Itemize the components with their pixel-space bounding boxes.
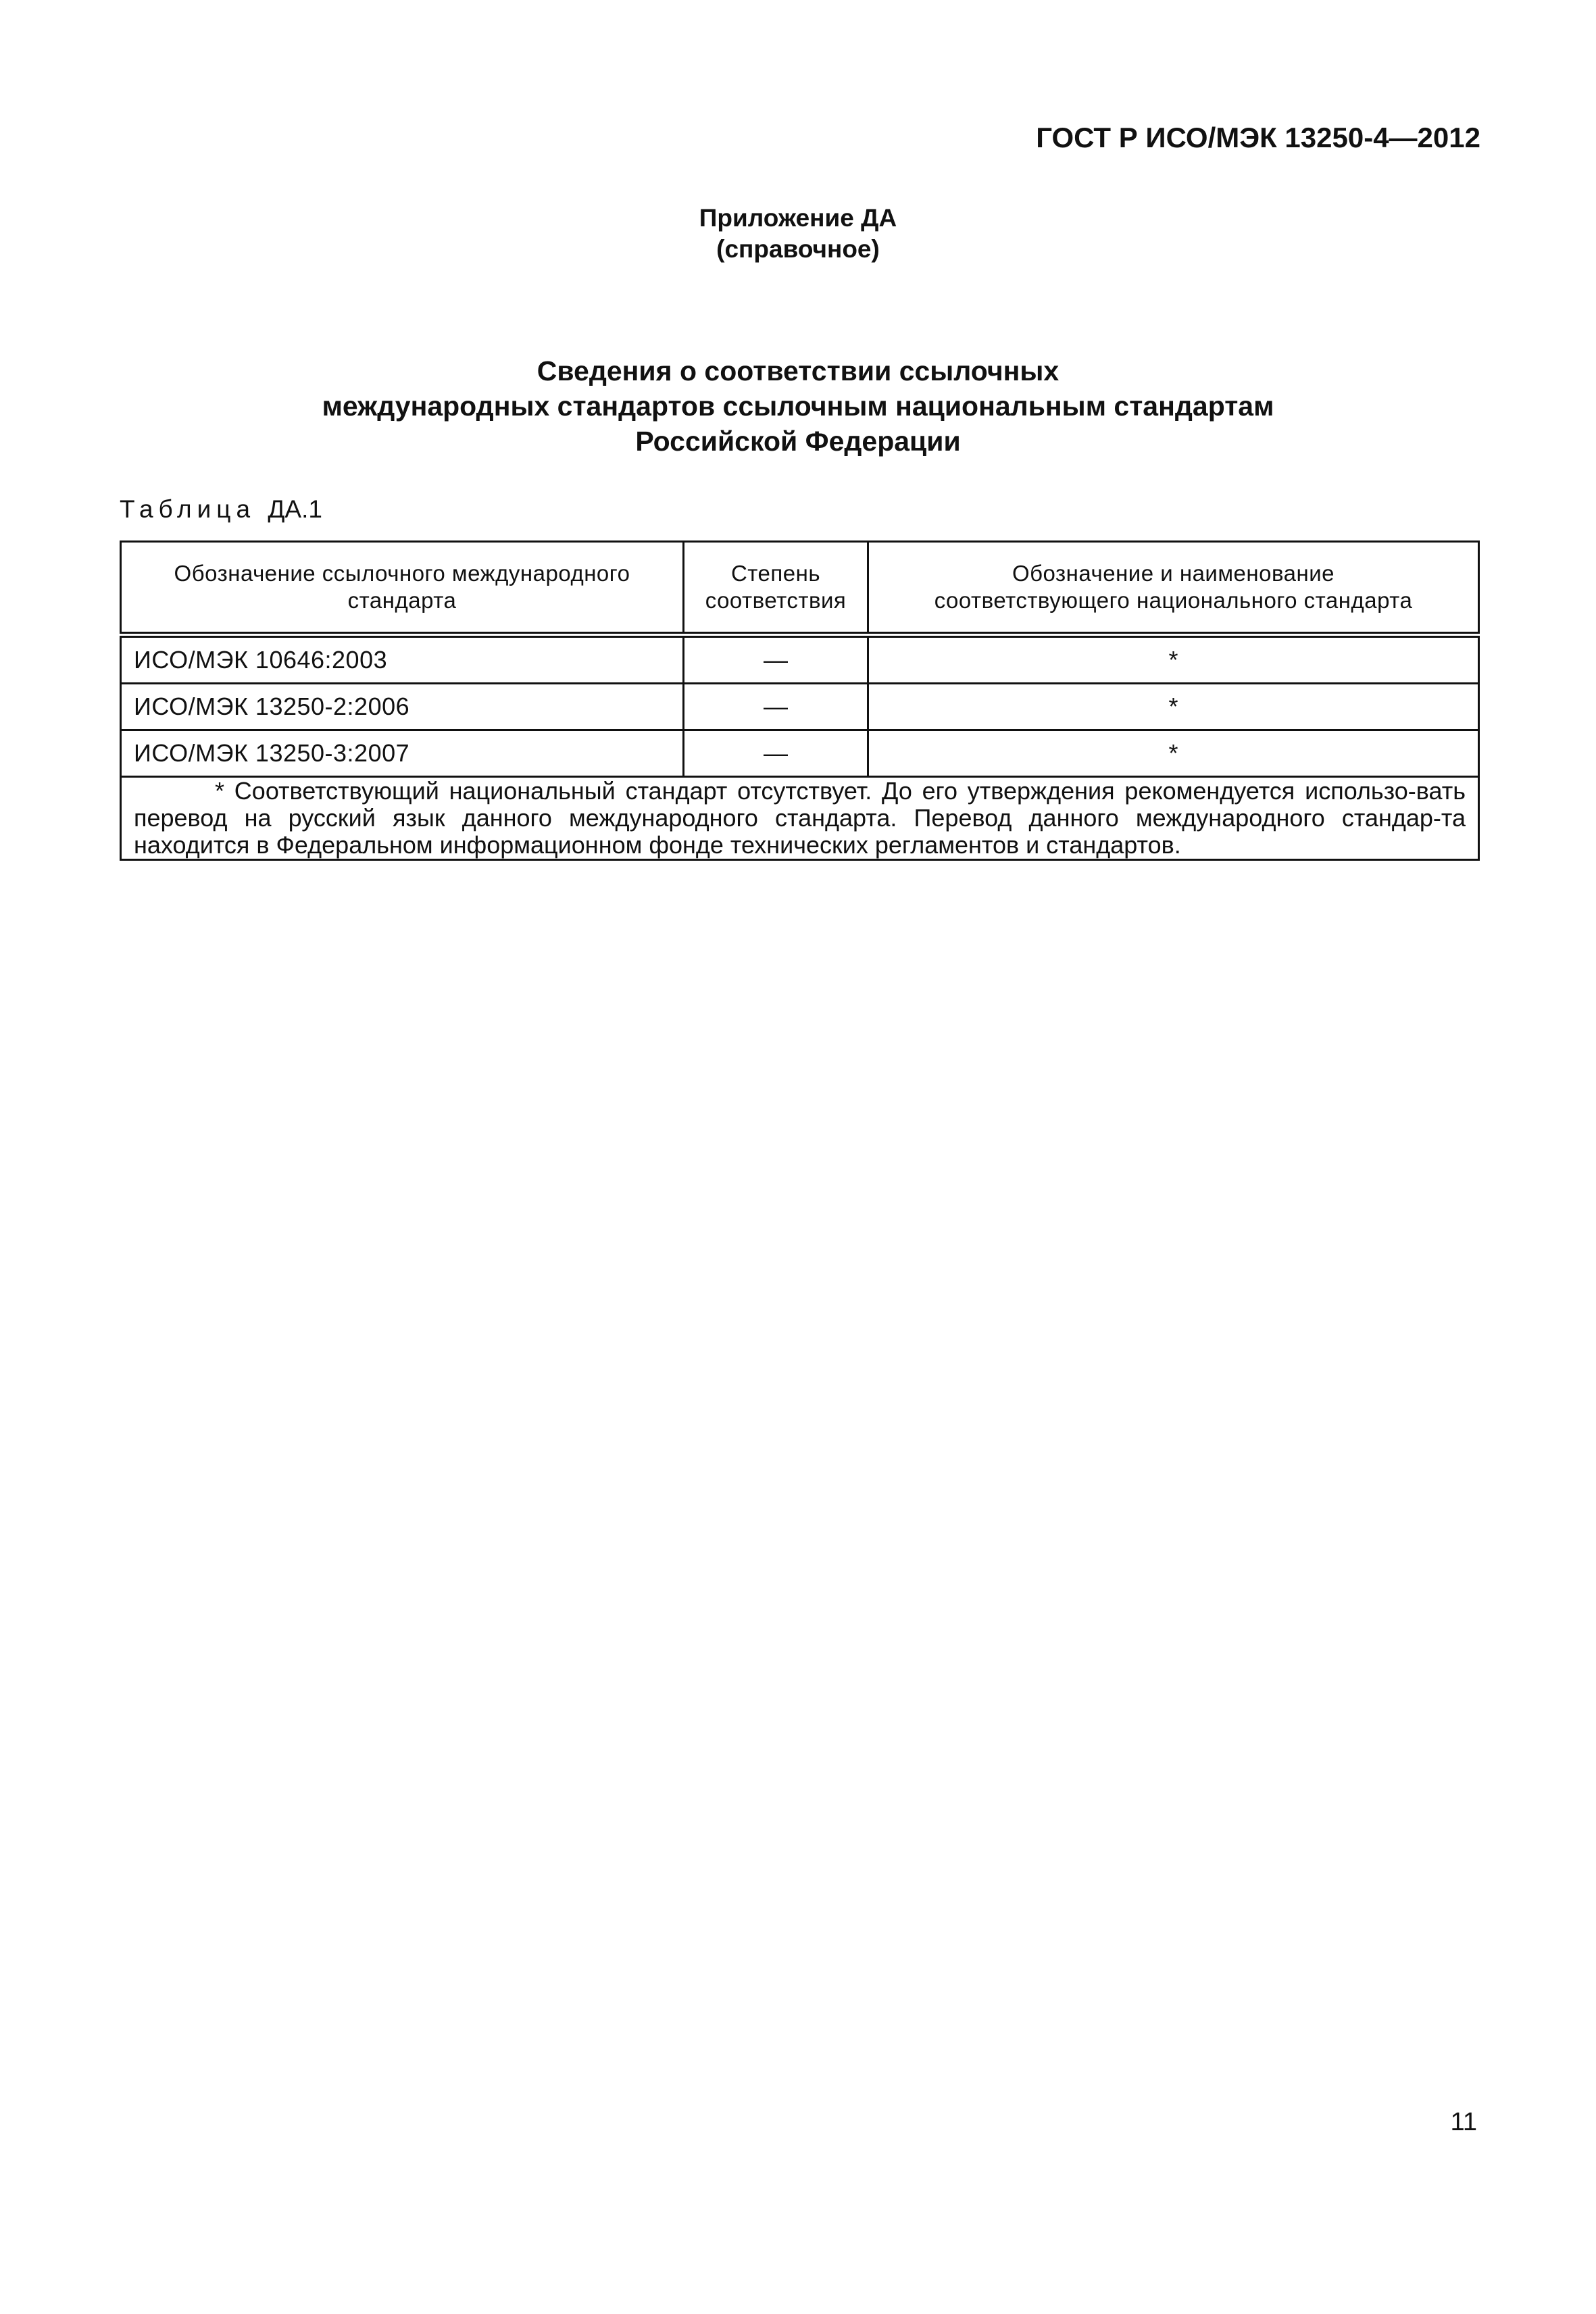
- table-caption-number: ДА.1: [268, 495, 322, 523]
- appendix-type: (справочное): [716, 235, 880, 263]
- page-number: 11: [1450, 2108, 1477, 2136]
- document-code: ГОСТ Р ИСО/МЭК 13250-4—2012: [1036, 122, 1480, 153]
- title-line-2: международных стандартов ссылочным национальным стандартам: [322, 391, 1274, 422]
- title-line-1: Сведения о соответствии ссылочных: [537, 355, 1059, 386]
- table-note-row: [121, 777, 1479, 860]
- title-line-3: Российской Федерации: [635, 426, 961, 457]
- header-national-standard: Обозначение и наименование соответствующего национального стандарта: [868, 542, 1479, 635]
- footnote-text: * Соответствующий национальный стандарт отсутствует. До его утверждения рекомендуется использо-вать перевод на русский язык данного международного стандарта. Перевод данного международного стандар-та находится в Федеральном информационном фонде технических регламентов и стандартов.: [134, 777, 1466, 859]
- cell-degree: —: [684, 684, 868, 730]
- table-caption: [120, 495, 322, 524]
- cell-national: *: [868, 730, 1479, 777]
- cell-national: *: [868, 684, 1479, 730]
- table-row: [121, 635, 1479, 684]
- header-degree: Степень соответствия: [684, 542, 868, 635]
- cell-national: *: [868, 635, 1479, 684]
- cell-degree: —: [684, 730, 868, 777]
- appendix-heading: [0, 203, 1596, 265]
- cell-standard: ИСО/МЭК 10646:2003: [121, 635, 684, 684]
- table-footnote: [121, 777, 1479, 860]
- table-row: [121, 730, 1479, 777]
- cell-degree: —: [684, 635, 868, 684]
- appendix-name: Приложение ДА: [699, 204, 897, 232]
- cell-standard: ИСО/МЭК 13250-2:2006: [121, 684, 684, 730]
- appendix-title: [0, 353, 1596, 459]
- table-row: [121, 684, 1479, 730]
- table-header-row: [121, 542, 1479, 635]
- header-international-standard: Обозначение ссылочного международного стандарта: [121, 542, 684, 635]
- correspondence-table: [120, 540, 1480, 861]
- cell-standard: ИСО/МЭК 13250-3:2007: [121, 730, 684, 777]
- table-caption-word: Таблица: [120, 495, 256, 523]
